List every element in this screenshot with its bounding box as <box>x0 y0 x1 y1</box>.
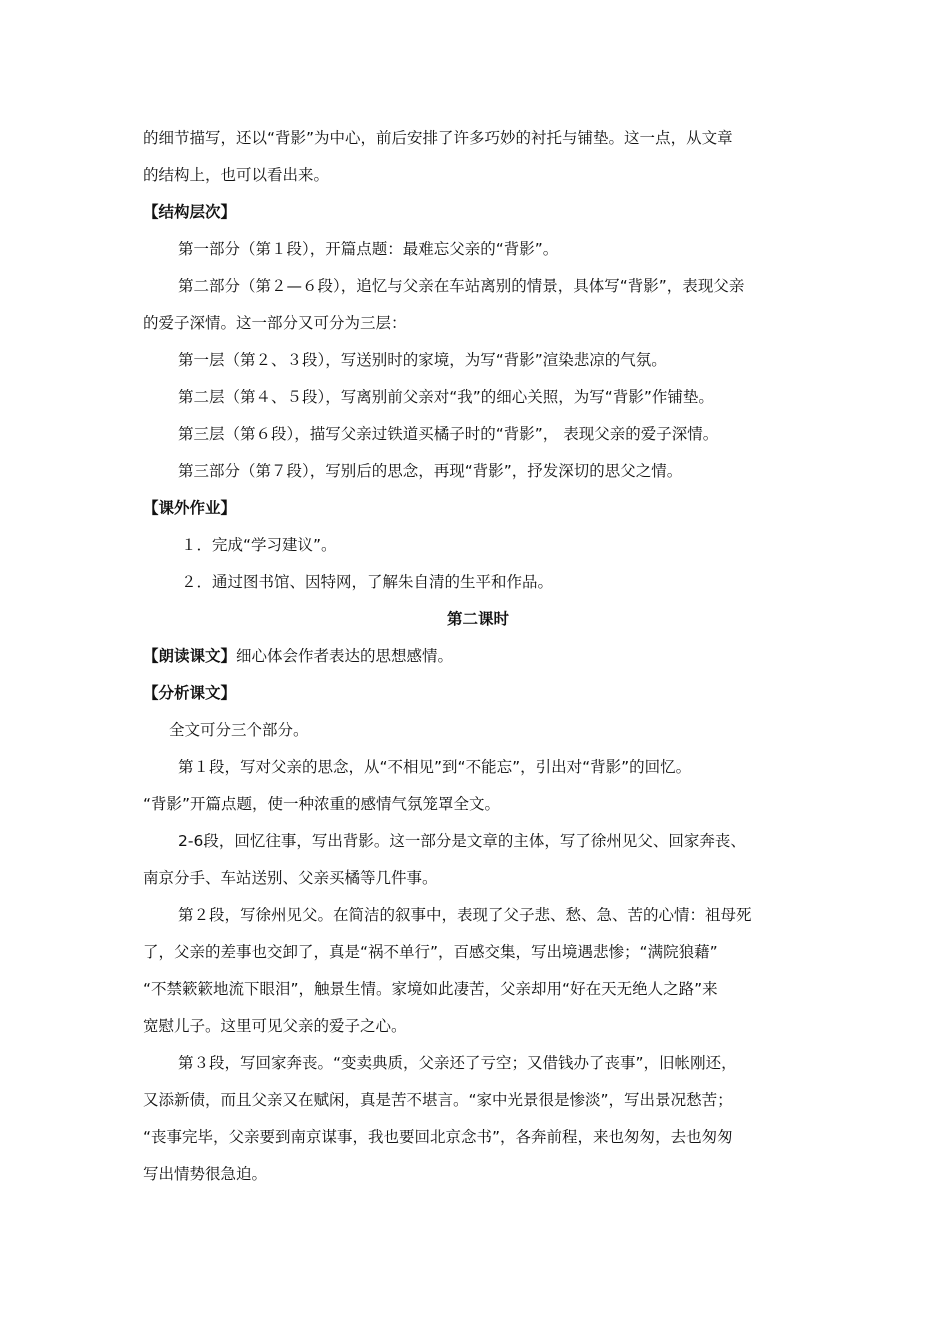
reading-line <box>143 638 813 675</box>
analysis-line: 第１段，写对父亲的思念，从“不相见”到“不能忘”，引出对“背影”的回忆。 <box>178 758 692 776</box>
analysis-line: “背影”开篇点题，使一种浓重的感情气氛笼罩全文。 <box>143 795 501 813</box>
analysis-line: 写出情势很急迫。 <box>143 1165 268 1183</box>
structure-line: 第三部分（第７段），写别后的思念，再现“背影”，抒发深切的思父之情。 <box>178 462 683 480</box>
section-heading-homework: 【课外作业】 <box>143 499 237 517</box>
analysis-line: “丧事完毕，父亲要到南京谋事，我也要回北京念书”，各奔前程，来也匆匆，去也匆匆 <box>143 1128 733 1146</box>
structure-line: 的爱子深情。这一部分又可分为三层： <box>143 314 407 332</box>
paragraph-line: 的细节描写，还以“背影”为中心，前后安排了许多巧妙的衬托与铺垫。这一点，从文章 <box>143 129 733 147</box>
homework-item: ２．通过图书馆、因特网，了解朱自清的生平和作品。 <box>181 573 554 591</box>
analysis-line: “不禁簌簌地流下眼泪”，触景生情。家境如此凄苦，父亲却用“好在天无绝人之路”来 <box>143 980 718 998</box>
paragraph-line: 的结构上，也可以看出来。 <box>143 166 330 184</box>
analysis-line: 全文可分三个部分。 <box>169 721 309 739</box>
section-heading-analysis: 【分析课文】 <box>143 684 237 702</box>
structure-line: 第三层（第６段），描写父亲过铁道买橘子时的“背影”， 表现父亲的爱子深情。 <box>178 425 719 443</box>
document-body <box>143 120 813 1193</box>
structure-line: 第一部分（第１段），开篇点题：最难忘父亲的“背影”。 <box>178 240 559 258</box>
analysis-line: 2-6段，回忆往事，写出背影。这一部分是文章的主体，写了徐州见父、回家奔丧、 <box>178 832 746 850</box>
analysis-line: 第３段，写回家奔丧。“变卖典质，父亲还了亏空；又借钱办了丧事”，旧帐刚还， <box>178 1054 737 1072</box>
reading-text: 细心体会作者表达的思想感情。 <box>236 647 454 665</box>
lesson-title: 第二课时 <box>446 610 509 628</box>
structure-line: 第二部分（第２—６段），追忆与父亲在车站离别的情景，具体写“背影”，表现父亲 <box>178 277 745 295</box>
analysis-line: 了，父亲的差事也交卸了，真是“祸不单行”，百感交集，写出境遇悲惨；“满院狼藉” <box>143 943 718 961</box>
homework-item: １．完成“学习建议”。 <box>181 536 337 554</box>
section-heading-reading: 【朗读课文】 <box>143 647 237 665</box>
structure-line: 第一层（第２、３段），写送别时的家境，为写“背影”渲染悲凉的气氛。 <box>178 351 667 369</box>
analysis-line: 南京分手、车站送别、父亲买橘等几件事。 <box>143 869 438 887</box>
section-heading-structure: 【结构层次】 <box>143 203 237 221</box>
analysis-line: 又添新债，而且父亲又在赋闲，真是苦不堪言。“家中光景很是惨淡”，写出景况愁苦； <box>143 1091 733 1109</box>
structure-line: 第二层（第４、５段），写离别前父亲对“我”的细心关照，为写“背影”作铺垫。 <box>178 388 714 406</box>
analysis-line: 宽慰儿子。这里可见父亲的爱子之心。 <box>143 1017 407 1035</box>
analysis-line: 第２段，写徐州见父。在简洁的叙事中，表现了父子悲、愁、急、苦的心情：祖母死 <box>178 906 752 924</box>
